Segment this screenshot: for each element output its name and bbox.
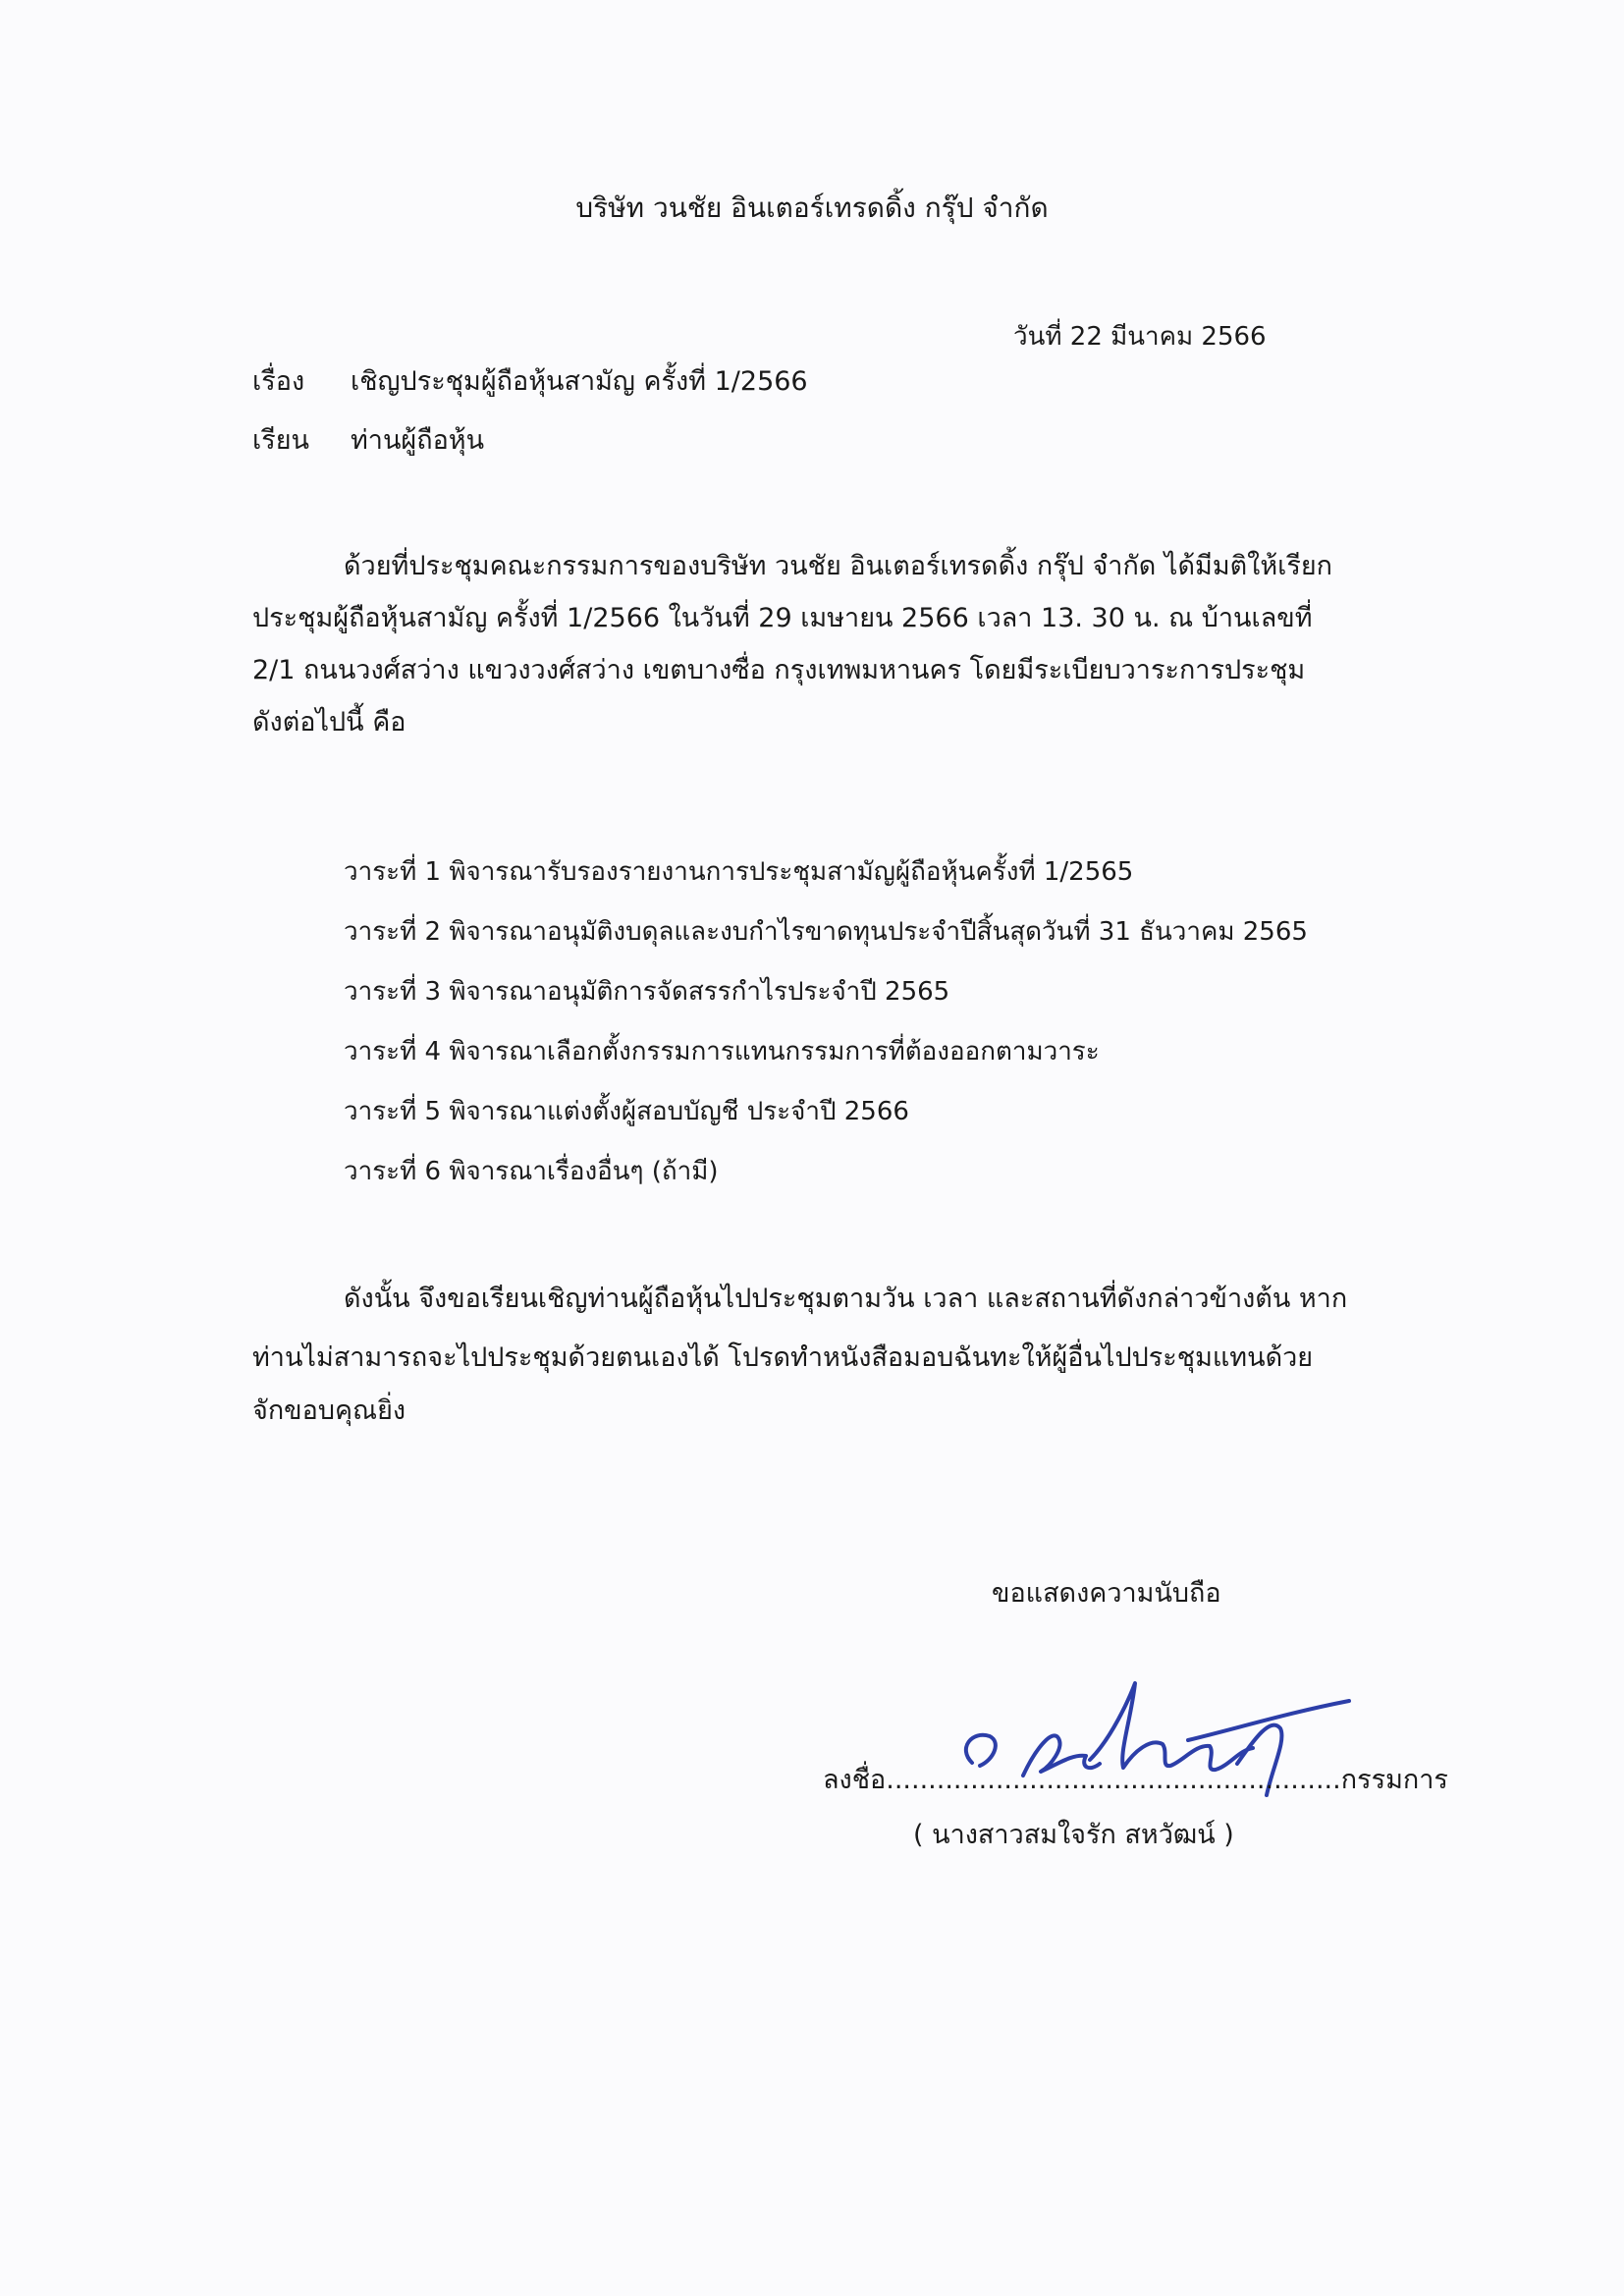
company-name: บริษัท วนชัย อินเตอร์เทรดดิ้ง กรุ๊ป จำกัด (575, 191, 1049, 224)
agenda-item: วาระที่ 3 พิจารณาอนุมัติการจัดสรรกำไรประจำปี 2565 (344, 977, 950, 1007)
recipient-label: เรียน (252, 425, 310, 456)
signature-line: ลงชื่อ......................................................กรรมการ (823, 1765, 1448, 1795)
recipient-text: ท่านผู้ถือหุ้น (351, 425, 485, 456)
subject-text: เชิญประชุมผู้ถือหุ้นสามัญ ครั้งที่ 1/2566 (351, 366, 808, 397)
closing-phrase: ขอแสดงความนับถือ (992, 1578, 1221, 1609)
signer-name: ( นางสาวสมใจรัก สหวัฒน์ ) (913, 1820, 1234, 1850)
intro-line: ประชุมผู้ถือหุ้นสามัญ ครั้งที่ 1/2566 ในวันที่ 29 เมษายน 2566 เวลา 13. 30 น. ณ บ้านเลขที่ (252, 603, 1313, 633)
conclusion-line: ท่านไม่สามารถจะไปประชุมด้วยตนเองได้ โปรดทำหนังสือมอบฉันทะให้ผู้อื่นไปประชุมแทนด้วย (252, 1342, 1314, 1373)
conclusion-line: ดังนั้น จึงขอเรียนเชิญท่านผู้ถือหุ้นไปประชุมตามวัน เวลา และสถานที่ดังกล่าวข้างต้น หาก (344, 1284, 1348, 1314)
agenda-item: วาระที่ 4 พิจารณาเลือกตั้งกรรมการแทนกรรมการที่ต้องออกตามวาระ (344, 1037, 1100, 1066)
intro-line: 2/1 ถนนวงศ์สว่าง แขวงวงศ์สว่าง เขตบางซื่อ กรุงเทพมหานคร โดยมีระเบียบวาระการประชุม (252, 655, 1306, 685)
intro-line: ด้วยที่ประชุมคณะกรรมการของบริษัท วนชัย อินเตอร์เทรดดิ้ง กรุ๊ป จำกัด ได้มีมติให้เรียก (344, 551, 1333, 581)
letter-date: วันที่ 22 มีนาคม 2566 (1013, 322, 1267, 352)
agenda-item: วาระที่ 6 พิจารณาเรื่องอื่นๆ (ถ้ามี) (344, 1157, 719, 1186)
subject-label: เรื่อง (252, 366, 305, 397)
agenda-item: วาระที่ 5 พิจารณาแต่งตั้งผู้สอบบัญชี ประจำปี 2566 (344, 1097, 909, 1126)
agenda-item: วาระที่ 2 พิจารณาอนุมัติงบดุลและงบกำไรขาดทุนประจำปีสิ้นสุดวันที่ 31 ธันวาคม 2565 (344, 917, 1308, 947)
intro-line: ดังต่อไปนี้ คือ (252, 707, 406, 738)
agenda-item: วาระที่ 1 พิจารณารับรองรายงานการประชุมสามัญผู้ถือหุ้นครั้งที่ 1/2565 (344, 857, 1134, 887)
agenda-list (344, 843, 1308, 1202)
conclusion-line: จักขอบคุณยิ่ง (252, 1395, 406, 1426)
